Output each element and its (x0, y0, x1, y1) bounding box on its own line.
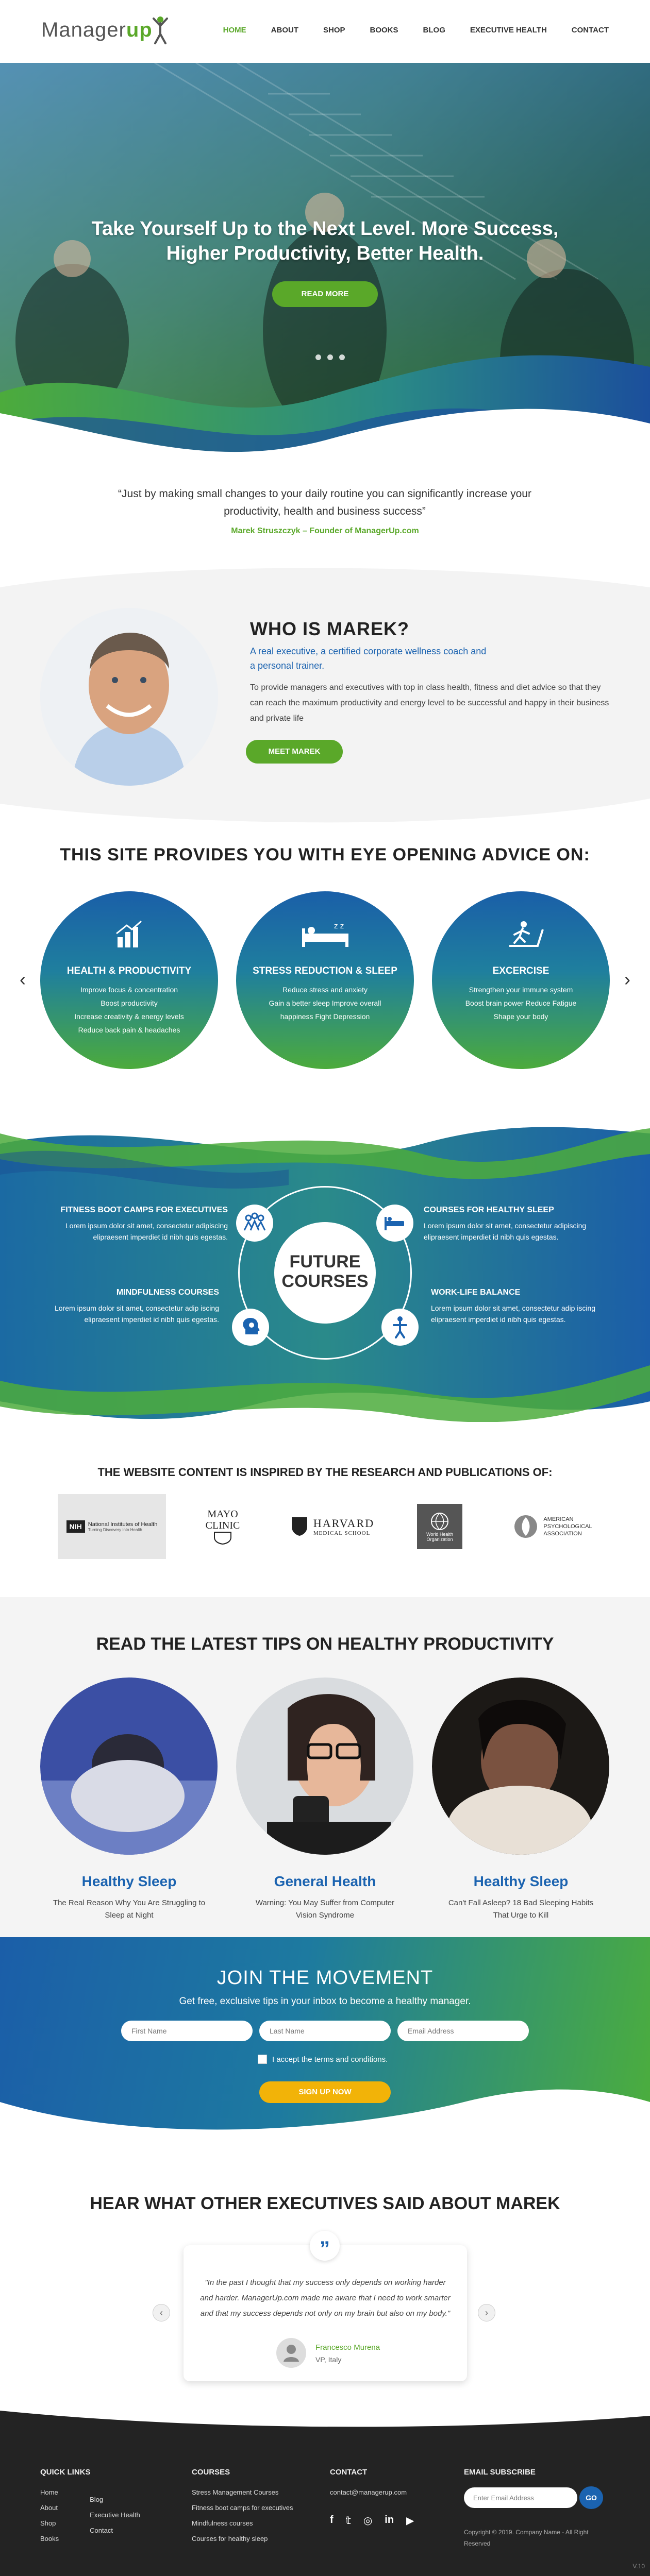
last-name-input[interactable] (259, 2021, 391, 2041)
tips-title: READ THE LATEST TIPS ON HEALTHY PRODUCTIVITY (96, 1634, 554, 1654)
course-title: COURSES FOR HEALTHY SLEEP (424, 1206, 554, 1214)
nav-books[interactable]: BOOKS (370, 26, 398, 35)
future-courses-center (274, 1222, 376, 1324)
course-title: MINDFULNESS COURSES (116, 1288, 219, 1297)
list-item: Gain a better sleep Improve overall (269, 999, 381, 1007)
course-title: WORK-LIFE BALANCE (431, 1288, 521, 1297)
mindfulness-head-glyph (232, 1309, 269, 1346)
nih-logo (58, 1494, 166, 1559)
advice-card-stress[interactable] (236, 891, 414, 1069)
tips-section (0, 1597, 650, 1937)
advice-card-list (257, 983, 393, 1023)
chart-icon (40, 919, 218, 950)
advice-prev-arrow-icon[interactable]: ‹ (20, 969, 26, 990)
course-work-life-balance[interactable] (431, 1288, 598, 1325)
course-healthy-sleep[interactable] (424, 1206, 615, 1243)
marek-portrait (40, 608, 218, 786)
read-more-button[interactable]: READ MORE (272, 281, 378, 307)
newsletter-section (0, 1937, 650, 2154)
testimonial-title: HEAR WHAT OTHER EXECUTIVES SAID ABOUT MAREK (90, 2194, 560, 2213)
testimonial-prev-arrow-icon[interactable]: ‹ (153, 2304, 170, 2321)
about-body: To provide managers and executives with top in class health, fitness and diet advice so that they can reach the maximum productivity and energy level to be successful and happy in their business and private life (250, 683, 609, 723)
research-title: THE WEBSITE CONTENT IS INSPIRED BY THE RESEARCH AND PUBLICATIONS OF: (97, 1466, 553, 1479)
portrait-image (40, 608, 218, 786)
logo-text: Manager (41, 19, 126, 41)
who-line2: Organization (426, 1537, 453, 1542)
footer-link-contact[interactable]: Contact (90, 2527, 113, 2534)
advice-section (0, 824, 650, 1113)
apa-line1: AMERICAN (543, 1516, 574, 1522)
course-fitness-bootcamps[interactable] (46, 1206, 228, 1243)
mayo-clinic-logo (192, 1494, 254, 1559)
balance-person-icon (381, 1309, 419, 1346)
footer-courses-list (192, 2485, 293, 2547)
who-logo (416, 1494, 463, 1559)
advice-card-title: STRESS REDUCTION & SLEEP (253, 965, 397, 976)
tip-card[interactable] (40, 1677, 218, 1922)
linkedin-icon[interactable]: in (385, 2514, 394, 2526)
course-text: Lorem ipsum dolor sit amet, consectetur adip iscing elipraesent imperdiet id nibh quis egestas. (54, 1304, 219, 1324)
testimonial-section (0, 2154, 650, 2401)
footer-subscribe (464, 2468, 536, 2485)
svg-text:z z: z z (334, 922, 344, 930)
tip-excerpt: Warning: You May Suffer from Computer Vision Syndrome (255, 1899, 395, 1920)
nih-name: National Institutes of Health (88, 1521, 158, 1528)
globe-icon (429, 1511, 450, 1532)
footer-contact (330, 2468, 407, 2500)
footer-course-link[interactable]: Fitness boot camps for executives (192, 2504, 293, 2512)
logo-accent: up (126, 19, 153, 41)
future-courses-title-line2: COURSES (281, 1272, 369, 1291)
footer-heading: QUICK LINKS (40, 2468, 91, 2477)
footer-course-link[interactable]: Mindfulness courses (192, 2519, 253, 2527)
social-links (330, 2514, 414, 2527)
tip-category[interactable]: General Health (274, 1873, 376, 1889)
tip-card[interactable] (432, 1677, 610, 1922)
apa-logo (505, 1494, 601, 1559)
facebook-icon[interactable]: f (330, 2514, 334, 2526)
hero-wave-divider (0, 336, 650, 470)
site-header (0, 0, 650, 63)
list-item: Reduce stress and anxiety (282, 986, 368, 994)
footer-contact-list (330, 2485, 407, 2500)
group-glyph (236, 1205, 273, 1242)
newsletter-wave-divider (0, 2066, 650, 2154)
user-icon (276, 2338, 306, 2368)
footer-email-link[interactable]: contact@managerup.com (330, 2488, 407, 2496)
course-title: FITNESS BOOT CAMPS FOR EXECUTIVES (60, 1206, 228, 1214)
nih-tagline: Turning Discovery Into Health (88, 1527, 142, 1532)
terms-checkbox-row (258, 2055, 388, 2064)
instagram-icon[interactable]: ◎ (363, 2515, 373, 2527)
list-item: Increase creativity & energy levels (74, 1012, 184, 1021)
avatar (276, 2338, 306, 2368)
version-label: V.10 (632, 2563, 645, 2570)
nav-home[interactable]: HOME (223, 26, 246, 35)
quick-links-col1 (40, 2485, 59, 2547)
mindfulness-head-icon (232, 1309, 269, 1346)
tip-image-glasses (236, 1677, 414, 1855)
harvard-shield-icon (291, 1516, 308, 1537)
list-item: Reduce back pain & headaches (78, 1026, 180, 1034)
tip-image-sleepless (40, 1677, 218, 1855)
research-section (0, 1437, 650, 1592)
list-item: Strengthen your immune system (469, 986, 573, 994)
harvard-line2: MEDICAL SCHOOL (313, 1530, 371, 1536)
testimonial-role: VP, Italy (315, 2355, 342, 2364)
footer-quick-links (40, 2468, 140, 2547)
advice-card-list (61, 983, 197, 1037)
footer-link-about[interactable]: About (40, 2504, 58, 2512)
harvard-line1: HARVARD (313, 1517, 375, 1530)
terms-checkbox[interactable] (258, 2055, 267, 2064)
tip-image-insomnia (432, 1677, 610, 1855)
nih-mark: NIH (66, 1520, 85, 1533)
quote-text: “Just by making small changes to your daily routine you can significantly increase your productivity, health and business success” (118, 488, 531, 517)
newsletter-subtitle: Get free, exclusive tips in your inbox to become a healthy manager. (179, 1996, 471, 2007)
tip-card[interactable] (236, 1677, 414, 1922)
sign-up-button[interactable]: SIGN UP NOW (259, 2081, 391, 2103)
footer-link-blog[interactable]: Blog (90, 2496, 104, 2503)
testimonial-next-arrow-icon[interactable]: › (478, 2304, 495, 2321)
advice-title: THIS SITE PROVIDES YOU WITH EYE OPENING ADVICE ON: (60, 845, 590, 865)
who-emblem (417, 1504, 462, 1549)
first-name-input[interactable] (121, 2021, 253, 2041)
advice-card-list (453, 983, 589, 1023)
treadmill-icon (432, 919, 610, 950)
list-item: Shape your body (493, 1012, 548, 1021)
hero-title-line1: Take Yourself Up to the Next Level. More Success, (91, 218, 559, 240)
meet-marek-button[interactable]: MEET MAREK (246, 740, 343, 764)
sleep-bed-glyph (376, 1205, 413, 1242)
footer-link-shop[interactable]: Shop (40, 2519, 56, 2527)
youtube-icon[interactable]: ▶ (406, 2515, 414, 2527)
mayo-line1: MAYO (207, 1509, 238, 1520)
hero-title-line2: Higher Productivity, Better Health. (166, 243, 484, 264)
advice-card-title: HEALTH & PRODUCTIVITY (66, 965, 192, 976)
footer-link-executive-health[interactable]: Executive Health (90, 2511, 140, 2519)
quote-icon: ” (310, 2231, 340, 2261)
quote-author: Marek Struszczyk – Founder of ManagerUp.com (231, 527, 419, 535)
list-item: Boost productivity (101, 999, 158, 1007)
site-footer (0, 2401, 650, 2576)
nav-executive-health[interactable]: EXECUTIVE HEALTH (470, 26, 547, 35)
site-logo[interactable] (41, 19, 153, 42)
nav-shop[interactable]: SHOP (323, 26, 345, 35)
copyright-text: Copyright © 2019. Company Name - All Right Reserved (464, 2529, 589, 2547)
footer-link-books[interactable]: Books (40, 2535, 59, 2543)
mayo-shield-icon (212, 1531, 233, 1545)
footer-heading: COURSES (192, 2468, 230, 2477)
tip-excerpt: The Real Reason Why You Are Struggling to Sleep at Night (53, 1899, 206, 1920)
footer-subscribe-button[interactable]: GO (579, 2486, 603, 2509)
harvard-logo (281, 1494, 384, 1559)
footer-heading: CONTACT (330, 2468, 368, 2477)
course-text: Lorem ipsum dolor sit amet, consectetur adip iscing elipraesent imperdiet id nibh quis egestas. (431, 1304, 596, 1324)
mayo-line2: CLINIC (205, 1520, 240, 1531)
list-item: happiness Fight Depression (280, 1012, 370, 1021)
footer-heading: EMAIL SUBSCRIBE (464, 2468, 536, 2477)
advice-card-health[interactable] (40, 891, 218, 1069)
footer-top-curve (0, 2400, 650, 2431)
quick-links-columns (40, 2485, 140, 2547)
course-text: Lorem ipsum dolor sit amet, consectetur adipiscing elipraesent imperdiet id nibh quis egestas. (65, 1222, 228, 1241)
quote-section (0, 470, 650, 573)
newsletter-title: JOIN THE MOVEMENT (216, 1967, 434, 1989)
quick-links-col2 (90, 2492, 140, 2547)
future-courses-title-line1: FUTURE (289, 1252, 361, 1272)
testimonial-name: Francesco Murena (315, 2343, 380, 2352)
testimonial-text: "In the past I thought that my success only depends on working harder and harder. ManagerUp.com made me aware that I need to work smarter and that my success depends not only on my brain but also on my body." (200, 2278, 451, 2318)
testimonial-card (184, 2245, 467, 2381)
future-courses-section (0, 1123, 650, 1422)
nav-blog[interactable]: BLOG (423, 26, 445, 35)
who-line1: World Health (426, 1532, 453, 1537)
footer-courses (192, 2468, 293, 2547)
nih-wordmark (88, 1521, 158, 1532)
apa-line3: ASSOCIATION (543, 1531, 582, 1537)
course-text: Lorem ipsum dolor sit amet, consectetur adipiscing elipraesent imperdiet id nibh quis egestas. (424, 1222, 587, 1241)
nav-about[interactable]: ABOUT (271, 26, 298, 35)
group-icon (236, 1205, 273, 1242)
apa-emblem-icon (513, 1514, 538, 1539)
tip-excerpt: Can't Fall Asleep? 18 Bad Sleeping Habits That Urge to Kill (448, 1899, 594, 1920)
course-mindfulness[interactable] (52, 1288, 219, 1325)
logo-figure-icon (147, 14, 173, 45)
list-item: Boost brain power Reduce Fatigue (465, 999, 577, 1007)
about-subtitle: A real executive, a certified corporate wellness coach and a personal trainer. (250, 646, 487, 671)
nav-contact[interactable]: CONTACT (571, 26, 609, 35)
apa-line2: PSYCHOLOGICAL (543, 1523, 592, 1530)
bed-icon (236, 919, 414, 950)
about-title: WHO IS MAREK? (250, 618, 409, 639)
footer-email-input[interactable] (464, 2487, 577, 2508)
main-nav (223, 26, 609, 35)
tip-category[interactable]: Healthy Sleep (473, 1873, 569, 1889)
footer-course-link[interactable]: Stress Management Courses (192, 2488, 279, 2496)
hero-title (0, 216, 650, 266)
terms-label: I accept the terms and conditions. (272, 2055, 388, 2064)
balance-person-glyph (381, 1309, 419, 1346)
email-input[interactable] (397, 2021, 529, 2041)
advice-card-title: EXCERCISE (492, 965, 549, 976)
apa-wordmark (543, 1516, 592, 1537)
twitter-icon[interactable]: 𝕥 (345, 2515, 351, 2527)
about-marek-section (0, 567, 650, 824)
list-item: Improve focus & concentration (80, 986, 178, 994)
harvard-wordmark (313, 1517, 374, 1536)
footer-course-link[interactable]: Courses for healthy sleep (192, 2535, 268, 2543)
advice-next-arrow-icon[interactable]: › (624, 969, 630, 990)
advice-card-exercise[interactable] (432, 891, 610, 1069)
sleep-bed-icon (376, 1205, 413, 1242)
footer-link-home[interactable]: Home (40, 2488, 58, 2496)
tip-category[interactable]: Healthy Sleep (81, 1873, 177, 1889)
hero-slider (0, 63, 650, 470)
